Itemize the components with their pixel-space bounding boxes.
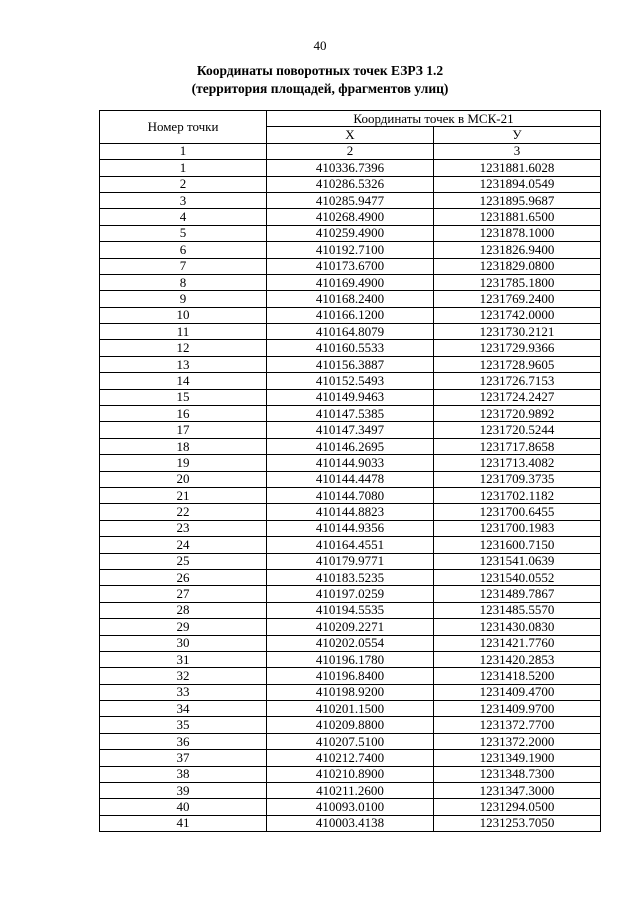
table-row	[100, 373, 601, 389]
cell-point-number: 16	[100, 406, 267, 422]
cell-point-number: 15	[100, 389, 267, 405]
cell-x: 410144.7080	[267, 487, 434, 503]
cell-x: 410212.7400	[267, 750, 434, 766]
cell-x: 410147.5385	[267, 406, 434, 422]
cell-y: 1231720.5244	[434, 422, 601, 438]
page-number: 40	[313, 38, 327, 53]
cell-x: 410144.9356	[267, 520, 434, 536]
cell-x: 410144.4478	[267, 471, 434, 487]
cell-point-number: 33	[100, 684, 267, 700]
table-row	[100, 192, 601, 208]
table-row	[100, 209, 601, 225]
table-row	[100, 651, 601, 667]
cell-y: 1231540.0552	[434, 569, 601, 585]
table-row	[100, 274, 601, 290]
cell-y: 1231709.3735	[434, 471, 601, 487]
cell-y: 1231717.8658	[434, 438, 601, 454]
cell-y: 1231541.0639	[434, 553, 601, 569]
cell-x: 410209.2271	[267, 619, 434, 635]
cell-y: 1231881.6500	[434, 209, 601, 225]
cell-x: 410207.5100	[267, 733, 434, 749]
cell-x: 410093.0100	[267, 799, 434, 815]
table-row	[100, 733, 601, 749]
cell-y: 1231881.6028	[434, 160, 601, 176]
table-row	[100, 291, 601, 307]
cell-y: 1231878.1000	[434, 225, 601, 241]
cell-point-number: 22	[100, 504, 267, 520]
cell-y: 1231742.0000	[434, 307, 601, 323]
cell-point-number: 13	[100, 356, 267, 372]
cell-point-number: 34	[100, 701, 267, 717]
cell-y: 1231348.7300	[434, 766, 601, 782]
cell-y: 1231700.1983	[434, 520, 601, 536]
table-row	[100, 389, 601, 405]
cell-point-number: 7	[100, 258, 267, 274]
cell-y: 1231372.2000	[434, 733, 601, 749]
cell-x: 410160.5533	[267, 340, 434, 356]
cell-y: 1231485.5570	[434, 602, 601, 618]
column-index-row	[100, 143, 601, 159]
cell-y: 1231894.0549	[434, 176, 601, 192]
cell-y: 1231253.7050	[434, 815, 601, 831]
cell-x: 410336.7396	[267, 160, 434, 176]
cell-point-number: 39	[100, 783, 267, 799]
cell-x: 410268.4900	[267, 209, 434, 225]
cell-point-number: 28	[100, 602, 267, 618]
cell-y: 1231724.2427	[434, 389, 601, 405]
cell-x: 410147.3497	[267, 422, 434, 438]
cell-point-number: 27	[100, 586, 267, 602]
table-row	[100, 783, 601, 799]
cell-y: 1231420.2853	[434, 651, 601, 667]
table-row	[100, 324, 601, 340]
cell-y: 1231895.9687	[434, 192, 601, 208]
cell-y: 1231600.7150	[434, 537, 601, 553]
cell-y: 1231785.1800	[434, 274, 601, 290]
cell-y: 1231702.1182	[434, 487, 601, 503]
cell-y: 1231294.0500	[434, 799, 601, 815]
column-index-3: 3	[434, 143, 601, 159]
cell-y: 1231347.3000	[434, 783, 601, 799]
cell-point-number: 38	[100, 766, 267, 782]
cell-y: 1231726.7153	[434, 373, 601, 389]
table-row	[100, 422, 601, 438]
table-row	[100, 471, 601, 487]
cell-point-number: 10	[100, 307, 267, 323]
cell-x: 410202.0554	[267, 635, 434, 651]
cell-point-number: 4	[100, 209, 267, 225]
cell-y: 1231418.5200	[434, 668, 601, 684]
cell-y: 1231372.7700	[434, 717, 601, 733]
cell-point-number: 29	[100, 619, 267, 635]
cell-point-number: 6	[100, 242, 267, 258]
cell-x: 410196.1780	[267, 651, 434, 667]
table-body	[100, 160, 601, 832]
cell-point-number: 12	[100, 340, 267, 356]
table-header	[100, 111, 601, 160]
cell-point-number: 23	[100, 520, 267, 536]
cell-x: 410169.4900	[267, 274, 434, 290]
table-row	[100, 340, 601, 356]
cell-point-number: 19	[100, 455, 267, 471]
title-line-1: Координаты поворотных точек ЕЗРЗ 1.2	[196, 63, 444, 78]
table-row	[100, 799, 601, 815]
cell-point-number: 20	[100, 471, 267, 487]
document-title	[0, 62, 640, 98]
column-index-1: 1	[100, 143, 267, 159]
cell-x: 410164.8079	[267, 324, 434, 340]
cell-x: 410196.8400	[267, 668, 434, 684]
cell-x: 410173.6700	[267, 258, 434, 274]
cell-x: 410211.2600	[267, 783, 434, 799]
cell-y: 1231826.9400	[434, 242, 601, 258]
cell-x: 410152.5493	[267, 373, 434, 389]
coordinates-table	[99, 110, 601, 832]
cell-x: 410168.2400	[267, 291, 434, 307]
table-row	[100, 225, 601, 241]
table-row	[100, 455, 601, 471]
cell-x: 410183.5235	[267, 569, 434, 585]
table-row	[100, 717, 601, 733]
cell-y: 1231729.9366	[434, 340, 601, 356]
table-row	[100, 635, 601, 651]
table-row	[100, 766, 601, 782]
cell-x: 410164.4551	[267, 537, 434, 553]
cell-x: 410146.2695	[267, 438, 434, 454]
cell-x: 410003.4138	[267, 815, 434, 831]
cell-y: 1231489.7867	[434, 586, 601, 602]
cell-x: 410201.1500	[267, 701, 434, 717]
table-row	[100, 553, 601, 569]
cell-point-number: 30	[100, 635, 267, 651]
cell-point-number: 9	[100, 291, 267, 307]
cell-point-number: 31	[100, 651, 267, 667]
cell-y: 1231349.1900	[434, 750, 601, 766]
cell-point-number: 36	[100, 733, 267, 749]
cell-x: 410286.5326	[267, 176, 434, 192]
cell-point-number: 17	[100, 422, 267, 438]
table-row	[100, 520, 601, 536]
cell-x: 410149.9463	[267, 389, 434, 405]
table-row	[100, 504, 601, 520]
cell-y: 1231730.2121	[434, 324, 601, 340]
cell-x: 410209.8800	[267, 717, 434, 733]
table-row	[100, 569, 601, 585]
cell-point-number: 24	[100, 537, 267, 553]
cell-point-number: 40	[100, 799, 267, 815]
cell-y: 1231829.0800	[434, 258, 601, 274]
column-index-2: 2	[267, 143, 434, 159]
cell-point-number: 35	[100, 717, 267, 733]
cell-x: 410285.9477	[267, 192, 434, 208]
cell-point-number: 41	[100, 815, 267, 831]
cell-point-number: 37	[100, 750, 267, 766]
table-row	[100, 356, 601, 372]
table-row	[100, 684, 601, 700]
table-row	[100, 668, 601, 684]
table-row	[100, 701, 601, 717]
cell-y: 1231700.6455	[434, 504, 601, 520]
header-y: У	[434, 127, 601, 143]
title-line-2: (территория площадей, фрагментов улиц)	[191, 81, 449, 96]
cell-y: 1231409.9700	[434, 701, 601, 717]
table-row	[100, 242, 601, 258]
table-row	[100, 750, 601, 766]
cell-x: 410194.5535	[267, 602, 434, 618]
cell-y: 1231720.9892	[434, 406, 601, 422]
cell-x: 410210.8900	[267, 766, 434, 782]
table-row	[100, 307, 601, 323]
cell-point-number: 8	[100, 274, 267, 290]
cell-y: 1231769.2400	[434, 291, 601, 307]
cell-x: 410144.9033	[267, 455, 434, 471]
table-row	[100, 406, 601, 422]
cell-point-number: 1	[100, 160, 267, 176]
cell-point-number: 18	[100, 438, 267, 454]
cell-x: 410259.4900	[267, 225, 434, 241]
cell-y: 1231728.9605	[434, 356, 601, 372]
cell-point-number: 11	[100, 324, 267, 340]
cell-y: 1231421.7760	[434, 635, 601, 651]
table-row	[100, 258, 601, 274]
cell-y: 1231430.0830	[434, 619, 601, 635]
cell-x: 410156.3887	[267, 356, 434, 372]
table-row	[100, 619, 601, 635]
cell-point-number: 25	[100, 553, 267, 569]
table-row	[100, 176, 601, 192]
header-row-1	[100, 111, 601, 127]
cell-point-number: 14	[100, 373, 267, 389]
cell-point-number: 5	[100, 225, 267, 241]
cell-point-number: 2	[100, 176, 267, 192]
cell-x: 410197.0259	[267, 586, 434, 602]
cell-point-number: 3	[100, 192, 267, 208]
table-row	[100, 537, 601, 553]
cell-x: 410166.1200	[267, 307, 434, 323]
table-row	[100, 438, 601, 454]
cell-point-number: 21	[100, 487, 267, 503]
cell-x: 410192.7100	[267, 242, 434, 258]
table-row	[100, 602, 601, 618]
table-row	[100, 487, 601, 503]
cell-point-number: 32	[100, 668, 267, 684]
cell-x: 410198.9200	[267, 684, 434, 700]
header-point-number: Номер точки	[100, 111, 267, 144]
header-coordinates: Координаты точек в МСК-21	[267, 111, 601, 127]
cell-x: 410179.9771	[267, 553, 434, 569]
table-row	[100, 160, 601, 176]
cell-x: 410144.8823	[267, 504, 434, 520]
table-row	[100, 815, 601, 831]
cell-point-number: 26	[100, 569, 267, 585]
table-row	[100, 586, 601, 602]
cell-y: 1231409.4700	[434, 684, 601, 700]
cell-y: 1231713.4082	[434, 455, 601, 471]
header-x: X	[267, 127, 434, 143]
